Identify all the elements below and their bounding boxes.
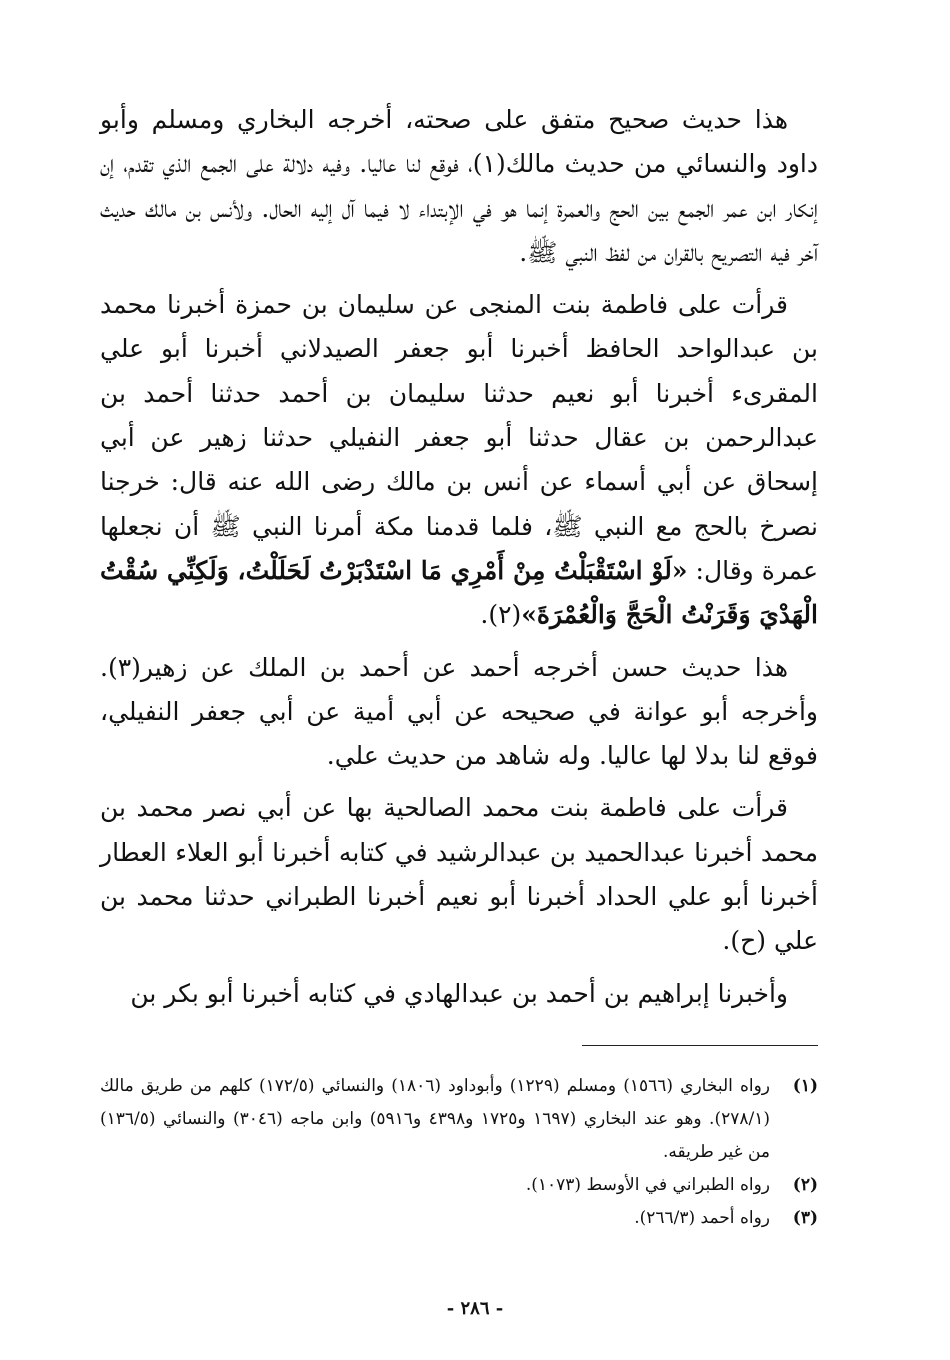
footnote-3-number: (٣) (792, 1208, 818, 1228)
footnote-1-text: رواه البخاري (١٥٦٦) ومسلم (١٢٢٩) وأبوداود (١٨٠٦) والنسائي (١٧٢/٥) كلهم من طريق مالك (٢٧٨/١). وهو عند البخاري (١٦٩٧ و١٧٢٥ و٤٣٩٨ و٥٩١٦) وابن ماجه (٣٠٤٦) والنسائي (١٣٦/٥) من غير طريقه. (100, 1076, 771, 1162)
footnote-1-number: (١) (792, 1076, 818, 1096)
paragraph-2-text: قرأت على فاطمة بنت المنجى عن سليمان بن حمزة أخبرنا محمد بن عبدالواحد الحافظ أخبرنا أبو جعفر الصيدلاني أخبرنا أبو علي المقرىء أخبرنا أبو نعيم حدثنا سليمان بن أحمد حدثنا أحمد بن عبدالرحمن بن عقال حدثنا أبو جعفر النفيلي حدثنا زهير عن أبي إسحاق عن أبي أسماء عن أنس بن مالك رضى الله عنه قال: خرجنا نصرخ بالحج مع النبي ﷺ، فلما قدمنا مكة أمرنا النبي ﷺ أن نجعلها عمرة وقال: (100, 290, 818, 585)
paragraph-2 (100, 283, 818, 637)
paragraph-1: هذا حديث صحيح متفق على صحته، أخرجه البخاري ومسلم وأبو داود والنسائي من حديث مالك(١)، فوقع لنا عاليا. وفيه دلالة على الجمع الذي تقدم، إن إنكار ابن عمر الجمع بين الحج والعمرة إنما هو في الإبتداء لا فيما آل إليه الحال. ولأنس بن مالك حديث آخر فيه التصريح بالقران من لفظ النبي ﷺ. (100, 105, 818, 267)
footnote-2 (100, 1169, 818, 1202)
page-number: - ٢٨٦ - (446, 1298, 504, 1319)
main-text (100, 98, 818, 1024)
paragraph-5: وأخبرنا إبراهيم بن أحمد بن عبدالهادي في كتابه أخبرنا أبو بكر بن (130, 978, 788, 1008)
paragraph-3: هذا حديث حسن أخرجه أحمد عن أحمد بن الملك عن زهير(٣). وأخرجه أبو عوانة في صحيحه عن أبي أمية عن أبي جعفر النفيلي، فوقع لنا بدلا لها عاليا. وله شاهد من حديث علي. (100, 652, 818, 771)
footnote-3 (100, 1202, 818, 1235)
footnote-3-text: رواه أحمد (٢٦٦/٣). (634, 1208, 770, 1228)
quote-footnote-ref: (٢). (480, 600, 522, 630)
footnotes (100, 1070, 818, 1235)
paragraph-4: قرأت على فاطمة بنت محمد الصالحية بها عن أبي نصر محمد بن محمد أخبرنا عبدالحميد بن عبدالرشيد في كتابه أخبرنا أبو العلاء العطار أخبرنا أبو علي الحداد أخبرنا أبو نعيم أخبرنا الطبراني حدثنا محمد بن علي (ح). (100, 793, 818, 956)
footnote-separator (582, 1045, 818, 1046)
footnote-2-number: (٢) (792, 1175, 818, 1195)
hadith-quote: «لَوْ اسْتَقْبَلْتُ مِنْ أَمْرِي مَا اسْتَدْبَرْتُ لَحَلَلْتُ، وَلَكِنِّي سُقْتُ الْهَدْيَ وَقَرَنْتُ الْحَجَّ وَالْعُمْرَةَ» (100, 555, 818, 630)
footnote-2-text: رواه الطبراني في الأوسط (١٠٧٣). (525, 1175, 770, 1195)
footnote-1 (100, 1070, 818, 1169)
